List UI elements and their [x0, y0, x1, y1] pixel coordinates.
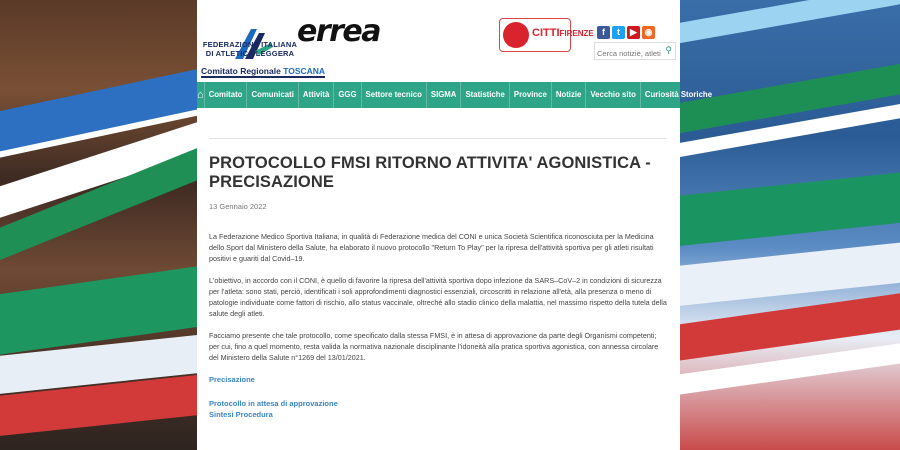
link-sintesi-procedura[interactable]: Sintesi Procedura: [209, 410, 273, 419]
federation-name-line2: DI ATLETICA LEGGERA: [205, 49, 295, 58]
nav-item-sigma[interactable]: SIGMA: [426, 82, 461, 108]
citti-logo-text: [532, 27, 594, 39]
search-input[interactable]: [595, 47, 665, 61]
nav-item-comitato[interactable]: Comitato: [204, 82, 247, 108]
search-box: [594, 42, 676, 60]
comitato-label[interactable]: [201, 66, 325, 78]
citti-logo-text-2: FIRENZE: [559, 29, 594, 38]
nav-item-vecchio-sito[interactable]: Vecchio sito: [585, 82, 640, 108]
citti-logo-text-1: CITTI: [532, 27, 560, 39]
comitato-region: TOSCANA: [283, 66, 326, 76]
home-icon[interactable]: ⌂: [197, 89, 204, 101]
site-header: [197, 0, 680, 83]
nav-item-attivit[interactable]: Attività: [298, 82, 333, 108]
article-paragraph: Facciamo presente che tale protocollo, come specificato dalla stessa FMSI, è in attesa di approvazione da parte degli Organismi competenti; per cui, fino a quel momento, resta valida la normativa nazionale disciplinante l'idoneità alla pratica sportiva agonistica, con annessa circolare del Ministero della Salute n°1269 del 13/01/2021.: [209, 331, 659, 362]
content-page: [197, 0, 713, 450]
article-paragraph: La Federazione Medico Sportiva Italiana, in qualità di Federazione medica del CONI e unica Società Scientifica riconosciuta per la Medicina dello Sport dal Ministero della Salute, ha elaborato il nuovo protocollo "Return To Play" per la ripresa dell'attività sportiva per gli atleti risultati positivi e guariti dal Covid–19.: [209, 232, 654, 263]
nav-item-province[interactable]: Province: [509, 82, 551, 108]
nav-item-settore-tecnico[interactable]: Settore tecnico: [361, 82, 426, 108]
main-navigation: [197, 82, 713, 108]
comitato-prefix: Comitato Regionale: [201, 66, 281, 76]
right-background-decoration: [680, 0, 900, 450]
link-precisazione[interactable]: Precisazione: [209, 375, 255, 384]
twitter-icon[interactable]: t: [612, 26, 625, 39]
nav-item-ggg[interactable]: GGG: [333, 82, 360, 108]
nav-item-comunicati[interactable]: Comunicati: [246, 82, 297, 108]
youtube-icon[interactable]: ▶: [627, 26, 640, 39]
facebook-icon[interactable]: f: [597, 26, 610, 39]
rss-icon[interactable]: ◉: [642, 26, 655, 39]
federation-name: [202, 40, 298, 58]
errea-sponsor-logo[interactable]: errea: [297, 14, 381, 49]
citti-emblem-icon: [503, 22, 529, 48]
citti-firenze-logo[interactable]: [499, 18, 594, 52]
article-date: 13 Gennaio 2022: [209, 202, 267, 211]
federation-name-line1: FEDERAZIONE ITALIANA: [202, 40, 298, 49]
article: [209, 138, 667, 420]
article-title: PROTOCOLLO FMSI RITORNO ATTIVITA' AGONISTICA - PRECISAZIONE: [209, 154, 651, 191]
article-paragraph: L'obiettivo, in accordo con il CONI, è quello di favorire la ripresa dell'attività sportiva dopo infezione da SARS–CoV–2 in condizioni di sicurezza per l'atleta: sono stati, perciò, identificati i soli approfondimenti diagnostici essenziali, circoscritti in relazione all'età, alla presenza o meno di patologie individuate come fattori di rischio, allo status vaccinale, oltreché allo stadio clinico della malattia, nel massimo rispetto della tutela della salute degli atleti.: [209, 276, 667, 318]
nav-item-notizie[interactable]: Notizie: [551, 82, 586, 108]
nav-item-curiosit-storiche[interactable]: Curiosità Storiche: [640, 82, 716, 108]
social-links: [597, 22, 657, 40]
nav-item-statistiche[interactable]: Statistiche: [460, 82, 508, 108]
link-protocollo-attesa[interactable]: Protocollo in attesa di approvazione: [209, 399, 338, 408]
search-icon[interactable]: ⚲: [665, 45, 672, 55]
left-background-decoration: [0, 0, 197, 450]
